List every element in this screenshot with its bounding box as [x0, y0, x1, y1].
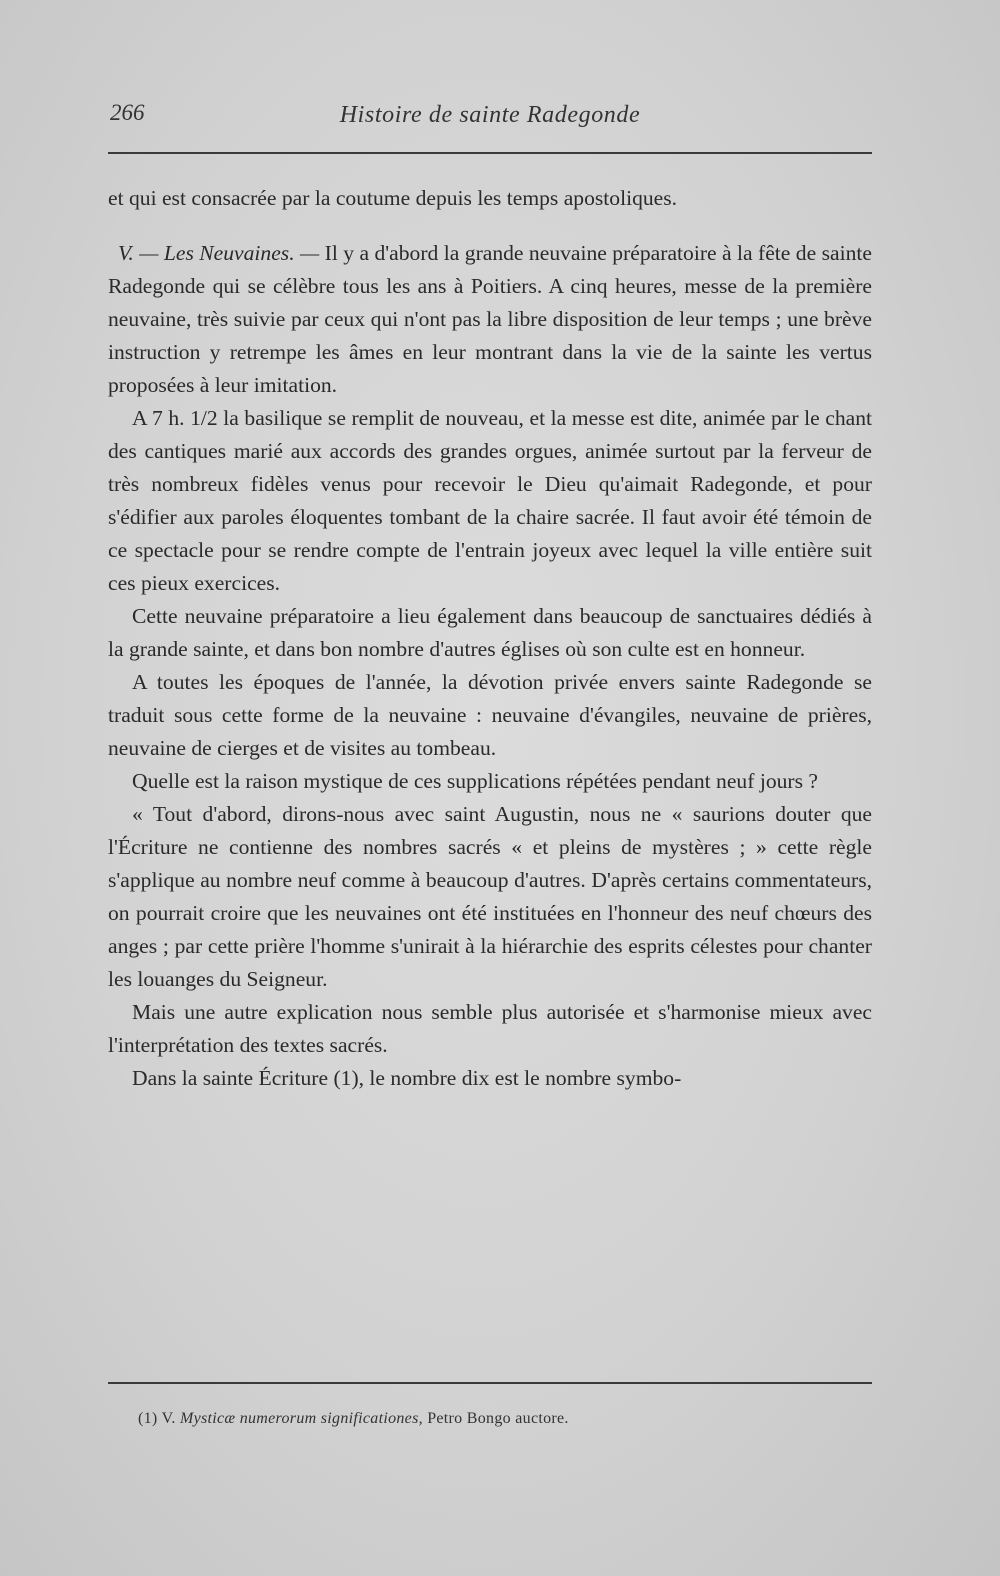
footnote-text: Petro Bongo auctore. [422, 1410, 569, 1427]
page-number: 266 [110, 100, 145, 125]
footnote-title: Mysticæ numerorum significationes, [179, 1410, 423, 1427]
paragraph-text: Il y a d'abord la grande neuvaine préparatoire à la fête de sainte Radegonde qui se célèbre tous les ans à Poitiers. A cinq heures, messe de la première neuvaine, très suivie par ceux qui n'ont pas la libre disposition de leur temps ; une brève instruction y retrempe les âmes en leur montrant dans la vie de la sainte les vertus proposées à leur imitation. [108, 241, 872, 397]
paragraph: et qui est consacrée par la coutume depuis les temps apostoliques. [108, 186, 678, 210]
paragraph: Cette neuvaine préparatoire a lieu également dans beaucoup de sanctuaires dédiés à la grande sainte, et dans bon nombre d'autres églises où son culte est en honneur. [108, 604, 872, 661]
paragraph: Quelle est la raison mystique de ces supplications répétées pendant neuf jours ? [132, 769, 818, 793]
paragraph: A toutes les époques de l'année, la dévotion privée envers sainte Radegonde se traduit sous cette forme de la neuvaine : neuvaine d'évangiles, neuvaine de prières, neuvaine de cierges et de visites au tombeau. [108, 670, 872, 760]
footnote [138, 1410, 872, 1428]
footnote-rule [108, 1382, 872, 1384]
running-head [108, 92, 872, 152]
paragraph: « Tout d'abord, dirons-nous avec saint Augustin, nous ne « saurions douter que l'Écriture ne contienne des nombres sacrés « et pleins de mystères ; » cette règle s'applique au nombre neuf comme à beaucoup d'autres. D'après certains commentateurs, on pourrait croire que les neuvaines ont été instituées en l'honneur des neuf chœurs des anges ; par cette prière l'homme s'unirait à la hiérarchie des esprits célestes pour chanter les louanges du Seigneur. [108, 802, 872, 991]
paragraph: A 7 h. 1/2 la basilique se remplit de nouveau, et la messe est dite, animée par le chant des cantiques marié aux accords des grandes orgues, animée surtout par la ferveur de très nombreux fidèles venus pour recevoir le Dieu qu'aimait Radegonde, et pour s'édifier aux paroles éloquentes tombant de la chaire sacrée. Il faut avoir été témoin de ce spectacle pour se rendre compte de l'entrain joyeux avec lequel la ville entière suit ces pieux exercices. [108, 406, 872, 595]
body-text [108, 182, 872, 1095]
paragraph: Dans la sainte Écriture (1), le nombre dix est le nombre symbo- [132, 1066, 682, 1090]
section-paragraph [108, 237, 872, 402]
footnote-marker: (1) V. [138, 1410, 176, 1427]
paragraph: Mais une autre explication nous semble plus autorisée et s'harmonise mieux avec l'interprétation des textes sacrés. [108, 1000, 872, 1057]
header-rule [108, 152, 872, 154]
book-page [108, 92, 872, 1492]
section-heading: V. — Les Neuvaines. — [118, 241, 320, 265]
running-title: Histoire de sainte Radegonde [339, 102, 641, 128]
